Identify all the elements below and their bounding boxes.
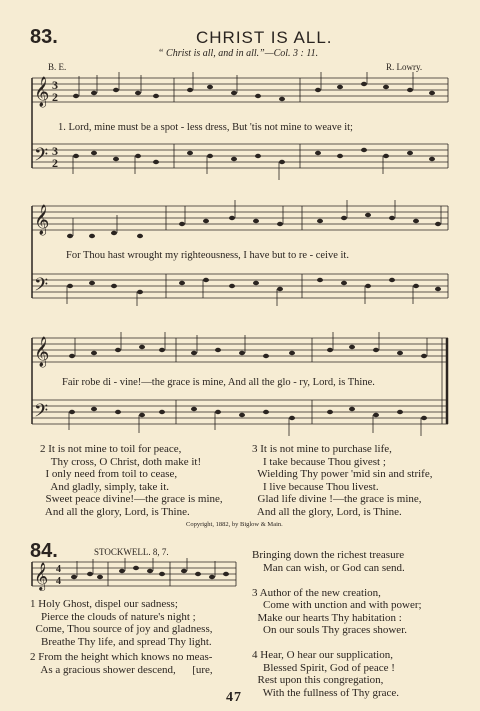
lyric-line-3: Fair robe di - vine!—the grace is mine, And all the glo - ry, Lord, is Thine.: [62, 377, 375, 388]
hymn-title: CHRIST IS ALL.: [196, 28, 333, 47]
tune-name: STOCKWELL. 8, 7.: [94, 547, 169, 557]
svg-text:𝄞: 𝄞: [34, 205, 50, 234]
music-snippet-84: [30, 558, 240, 592]
hymn-number: 83.: [30, 26, 58, 48]
verse-2: 2 It is not mine to toil for peace, Thy cross, O Christ, doth make it! I only need from toil to cease, And gladly, simply, take it. Sweet peace divine!—the grace is mine, And all the glory, Lord, is Thine.: [40, 443, 223, 518]
tune-initials: B. E.: [48, 62, 67, 72]
svg-text:2: 2: [52, 156, 58, 170]
copyright-notice: Copyright, 1882, by Biglow & Main.: [186, 521, 283, 528]
svg-text:4: 4: [56, 564, 61, 575]
svg-text:𝄢: 𝄢: [34, 144, 49, 169]
svg-text:𝄢: 𝄢: [34, 274, 49, 299]
svg-text:𝄞: 𝄞: [34, 337, 50, 366]
verse-84-1: 1 Holy Ghost, dispel our sadness; Pierce the clouds of nature's night ; Come, Thou source of joy and gladness, Breathe Thy life, and spread Thy light.: [30, 598, 213, 648]
svg-text:3: 3: [52, 78, 58, 92]
svg-text:3: 3: [52, 144, 58, 158]
svg-text:2: 2: [52, 90, 58, 104]
hymn-number-84: 84.: [30, 540, 58, 562]
verse-3: 3 It is not mine to purchase life, I take because Thou givest ; Wielding Thy power 'mid sin and strife, I live because Thou livest. Glad life divine !—the grace is mine, And all the glory, Lord, is Thine.: [252, 443, 433, 518]
svg-text:𝄢: 𝄢: [34, 400, 49, 425]
lyric-line-2: For Thou hast wrought my righteousness, I have but to re - ceive it.: [66, 250, 349, 261]
svg-text:4: 4: [56, 576, 61, 587]
page-number: 47: [226, 690, 242, 705]
scripture-epigraph: “ Christ is all, and in all.”—Col. 3 : 11.: [158, 48, 319, 59]
verse-84-right-column: Bringing down the richest treasure Man can wish, or God can send. 3 Author of the new creation, Come with unction and with power; Make our hearts Thy habitation : On our souls Thy graces shower. 4 Hear, O hear our supplication, Blessed Spirit, God of peace ! Rest upon this congregation, With the fullness of Thy grace.: [252, 549, 422, 699]
verse-84-2: 2 From the height which knows no meas- As a gracious shower descend, [ure,: [30, 651, 213, 676]
svg-text:𝄞: 𝄞: [34, 77, 50, 106]
composer-name: R. Lowry.: [386, 62, 423, 72]
lyric-line-1: 1. Lord, mine must be a spot - less dress, But 'tis not mine to weave it;: [58, 122, 353, 133]
svg-text:𝄞: 𝄞: [34, 564, 49, 590]
